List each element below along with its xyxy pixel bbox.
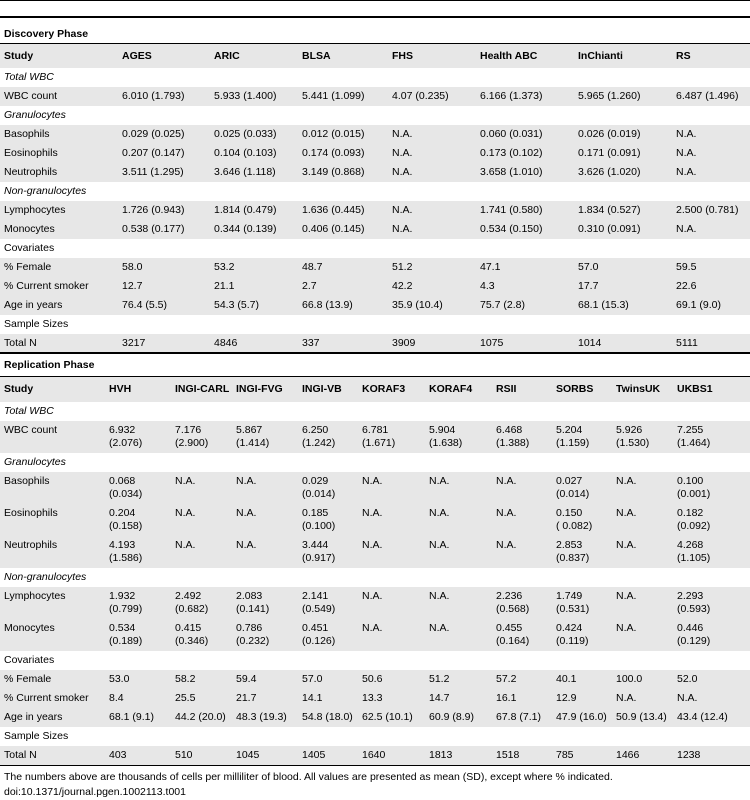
table-cell: N.A.: [236, 475, 257, 487]
table-cell: 3.511 (1.295): [122, 166, 184, 178]
table-cell: 2.293: [677, 590, 704, 602]
table-cell: 3.149 (0.868): [302, 166, 365, 178]
table-cell: 58.0: [122, 261, 143, 273]
row-label: % Female: [4, 673, 52, 685]
table-cell: 21.7: [236, 692, 257, 704]
table-cell: (0.593): [677, 603, 711, 615]
table-cell: 0.174 (0.093): [302, 147, 365, 159]
section-label: Sample Sizes: [4, 730, 69, 742]
column-header: HVH: [109, 383, 132, 395]
table-cell: 68.1 (15.3): [578, 299, 629, 311]
table-cell: 3.444: [302, 539, 329, 551]
row-label: Age in years: [4, 299, 63, 311]
table-row: [0, 201, 750, 220]
table-cell: 785: [556, 749, 574, 761]
table-cell: N.A.: [677, 692, 698, 704]
table-cell: 54.3 (5.7): [214, 299, 259, 311]
table-cell: 0.344 (0.139): [214, 223, 277, 235]
table-cell: (0.531): [556, 603, 590, 615]
column-header: UKBS1: [677, 383, 713, 395]
table-cell: N.A.: [392, 128, 413, 140]
table-cell: (0.158): [109, 520, 143, 532]
table-cell: 5.204: [556, 424, 583, 436]
table-cell: 66.8 (13.9): [302, 299, 353, 311]
table-cell: 21.1: [214, 280, 235, 292]
table-cell: 4.3: [480, 280, 495, 292]
table-cell: (0.141): [236, 603, 270, 615]
row-label: % Female: [4, 261, 52, 273]
table-cell: 51.2: [392, 261, 413, 273]
column-header: KORAF4: [429, 383, 473, 395]
table-cell: 57.2: [496, 673, 517, 685]
table-cell: 14.7: [429, 692, 450, 704]
table-cell: 0.182: [677, 507, 704, 519]
table-row: [0, 536, 750, 568]
table-cell: 47.9 (16.0): [556, 711, 607, 723]
section-row: [0, 402, 750, 421]
table-cell: 17.7: [578, 280, 599, 292]
table-row: [0, 277, 750, 296]
table-cell: 6.487 (1.496): [676, 90, 739, 102]
table-cell: (1.105): [677, 552, 711, 564]
table-cell: N.A.: [429, 507, 450, 519]
row-label: Eosinophils: [4, 507, 58, 519]
section-label: Covariates: [4, 654, 55, 666]
table-cell: (0.799): [109, 603, 143, 615]
replication-phase-title: [0, 354, 750, 376]
table-row: [0, 421, 750, 453]
table-cell: (0.682): [175, 603, 209, 615]
table-cell: (2.900): [175, 437, 209, 449]
table-cell: N.A.: [175, 507, 196, 519]
table-cell: 0.150: [556, 507, 583, 519]
table-cell: N.A.: [616, 507, 637, 519]
table-cell: N.A.: [616, 590, 637, 602]
table-cell: 58.2: [175, 673, 196, 685]
row-label: % Current smoker: [4, 692, 89, 704]
table-cell: 1.726 (0.943): [122, 204, 185, 216]
table-cell: 6.250: [302, 424, 329, 436]
section-row: [0, 453, 750, 472]
table-cell: (1.388): [496, 437, 530, 449]
column-header: FHS: [392, 50, 413, 62]
table-cell: 5.926: [616, 424, 643, 436]
table-cell: 42.2: [392, 280, 413, 292]
table-cell: 69.1 (9.0): [676, 299, 721, 311]
table-cell: 14.1: [302, 692, 323, 704]
row-label: Lymphocytes: [4, 204, 66, 216]
table-cell: 1045: [236, 749, 260, 761]
table-cell: (0.014): [302, 488, 336, 500]
table-cell: 0.029 (0.025): [122, 128, 185, 140]
table-cell: 3.626 (1.020): [578, 166, 641, 178]
table-cell: 2.083: [236, 590, 263, 602]
table-cell: 57.0: [302, 673, 323, 685]
table-cell: N.A.: [429, 590, 450, 602]
table-row: [0, 472, 750, 504]
column-header: INGI-CARL: [175, 383, 230, 395]
table-cell: 4846: [214, 337, 238, 349]
table-cell: 1518: [496, 749, 520, 761]
table-cell: 53.2: [214, 261, 235, 273]
column-header: KORAF3: [362, 383, 406, 395]
table-row: [0, 746, 750, 765]
table-row: [0, 220, 750, 239]
row-label: Total N: [4, 337, 37, 349]
table-row: [0, 587, 750, 619]
table-cell: 48.7: [302, 261, 323, 273]
table-cell: N.A.: [236, 507, 257, 519]
discovery-header-row: [0, 44, 750, 68]
table-cell: 2.500 (0.781): [676, 204, 739, 216]
table-cell: 2.236: [496, 590, 523, 602]
table-cell: N.A.: [392, 147, 413, 159]
table-cell: 12.7: [122, 280, 143, 292]
table-cell: 22.6: [676, 280, 697, 292]
row-label: Neutrophils: [4, 166, 58, 178]
table-cell: 6.166 (1.373): [480, 90, 543, 102]
section-label: Total WBC: [4, 71, 54, 83]
table-cell: N.A.: [496, 539, 517, 551]
section-label: Granulocytes: [4, 109, 66, 121]
table-cell: 0.171 (0.091): [578, 147, 641, 159]
table-cell: N.A.: [676, 166, 697, 178]
table-cell: N.A.: [175, 475, 196, 487]
table-cell: (1.159): [556, 437, 590, 449]
table-cell: 0.173 (0.102): [480, 147, 543, 159]
row-label: Monocytes: [4, 622, 55, 634]
table-row: [0, 87, 750, 106]
table-row: [0, 125, 750, 144]
table-cell: 0.534: [109, 622, 136, 634]
table-cell: 35.9 (10.4): [392, 299, 443, 311]
table-cell: 57.0: [578, 261, 599, 273]
table-cell: 5.904: [429, 424, 456, 436]
section-row: [0, 727, 750, 746]
table-cell: 67.8 (7.1): [496, 711, 541, 723]
table-cell: N.A.: [429, 475, 450, 487]
table-cell: 1.814 (0.479): [214, 204, 277, 216]
table-cell: (0.119): [556, 635, 589, 647]
table-cell: (0.917): [302, 552, 336, 564]
row-label: Monocytes: [4, 223, 55, 235]
table-cell: 40.1: [556, 673, 577, 685]
table-cell: N.A.: [616, 539, 637, 551]
table-row: [0, 163, 750, 182]
section-row: [0, 182, 750, 201]
table-cell: N.A.: [362, 475, 383, 487]
column-header: RS: [676, 50, 691, 62]
table-cell: 54.8 (18.0): [302, 711, 353, 723]
table-cell: 53.0: [109, 673, 130, 685]
table-cell: 1014: [578, 337, 602, 349]
table-cell: 7.176: [175, 424, 202, 436]
table-cell: 50.6: [362, 673, 383, 685]
table-cell: 5111: [676, 337, 698, 349]
table-cell: 2.141: [302, 590, 329, 602]
table-cell: 3217: [122, 337, 146, 349]
table-cell: (0.129): [677, 635, 711, 647]
table-cell: N.A.: [362, 539, 383, 551]
table-cell: 0.104 (0.103): [214, 147, 277, 159]
table-cell: 0.027: [556, 475, 583, 487]
table-cell: (0.126): [302, 635, 336, 647]
table-cell: (0.014): [556, 488, 590, 500]
table-cell: N.A.: [362, 507, 383, 519]
table-cell: 6.781: [362, 424, 389, 436]
table-top-border: [0, 0, 750, 18]
table-cell: 1.749: [556, 590, 583, 602]
table-cell: 5.933 (1.400): [214, 90, 277, 102]
table-cell: (2.076): [109, 437, 143, 449]
row-label: Basophils: [4, 128, 50, 140]
table-cell: 0.012 (0.015): [302, 128, 365, 140]
row-label: Lymphocytes: [4, 590, 66, 602]
replication-header-row: [0, 377, 750, 402]
phase-title: Discovery Phase: [4, 28, 89, 40]
table-cell: 100.0: [616, 673, 643, 685]
table-cell: 6.932: [109, 424, 136, 436]
section-label: Non-granulocytes: [4, 571, 87, 583]
table-cell: N.A.: [392, 166, 413, 178]
column-header: Study: [4, 383, 34, 395]
table-row: [0, 258, 750, 277]
column-header: AGES: [122, 50, 152, 62]
table-cell: N.A.: [392, 204, 413, 216]
table-cell: 337: [302, 337, 320, 349]
table-cell: 1.932: [109, 590, 136, 602]
row-label: Basophils: [4, 475, 50, 487]
section-label: Non-granulocytes: [4, 185, 87, 197]
table-cell: 0.100: [677, 475, 704, 487]
row-label: Neutrophils: [4, 539, 58, 551]
table-cell: 0.786: [236, 622, 263, 634]
table-cell: 0.406 (0.145): [302, 223, 365, 235]
table-cell: 50.9 (13.4): [616, 711, 667, 723]
table-cell: (0.001): [677, 488, 711, 500]
table-cell: (1.530): [616, 437, 650, 449]
table-cell: N.A.: [362, 590, 383, 602]
table-cell: 6.468: [496, 424, 523, 436]
table-cell: (0.034): [109, 488, 143, 500]
column-header: Health ABC: [480, 50, 538, 62]
section-row: [0, 68, 750, 87]
table-cell: 13.3: [362, 692, 383, 704]
table-cell: N.A.: [429, 539, 450, 551]
table-cell: 1.636 (0.445): [302, 204, 365, 216]
table-cell: 1.741 (0.580): [480, 204, 543, 216]
table-cell: (0.189): [109, 635, 143, 647]
table-cell: 0.185: [302, 507, 329, 519]
table-cell: 0.310 (0.091): [578, 223, 641, 235]
row-label: Eosinophils: [4, 147, 58, 159]
table-cell: 0.538 (0.177): [122, 223, 185, 235]
table-cell: 0.029: [302, 475, 329, 487]
section-row: [0, 315, 750, 334]
table-cell: 1813: [429, 749, 453, 761]
table-cell: (1.638): [429, 437, 463, 449]
table-cell: 6.010 (1.793): [122, 90, 185, 102]
table-cell: N.A.: [362, 622, 383, 634]
table-row: [0, 619, 750, 651]
table-cell: 25.5: [175, 692, 196, 704]
table-cell: 2.492: [175, 590, 202, 602]
table-cell: N.A.: [392, 223, 413, 235]
table-cell: N.A.: [616, 475, 637, 487]
section-label: Total WBC: [4, 405, 54, 417]
table-cell: 43.4 (12.4): [677, 711, 728, 723]
table-cell: 1466: [616, 749, 640, 761]
table-cell: (1.414): [236, 437, 270, 449]
table-cell: 0.534 (0.150): [480, 223, 543, 235]
table-cell: (0.232): [236, 635, 270, 647]
table-cell: 8.4: [109, 692, 124, 704]
table-cell: N.A.: [616, 622, 637, 634]
table-cell: 0.446: [677, 622, 704, 634]
table-row: [0, 504, 750, 536]
table-cell: 4.07 (0.235): [392, 90, 449, 102]
table-cell: N.A.: [616, 692, 637, 704]
table-cell: 2.7: [302, 280, 317, 292]
table-cell: N.A.: [676, 147, 697, 159]
table-cell: 0.207 (0.147): [122, 147, 185, 159]
column-header: TwinsUK: [616, 383, 661, 395]
section-label: Covariates: [4, 242, 55, 254]
table-doi: doi:10.1371/journal.pgen.1002113.t001: [4, 786, 186, 798]
column-header: BLSA: [302, 50, 331, 62]
section-row: [0, 651, 750, 670]
discovery-phase-title: [0, 25, 750, 44]
table-row: [0, 334, 750, 353]
table-cell: 7.255: [677, 424, 704, 436]
table-cell: N.A.: [236, 539, 257, 551]
table-cell: 76.4 (5.5): [122, 299, 167, 311]
table-row: [0, 670, 750, 689]
table-cell: 47.1: [480, 261, 501, 273]
table-cell: N.A.: [496, 507, 517, 519]
table-cell: (1.586): [109, 552, 143, 564]
table-cell: 5.441 (1.099): [302, 90, 365, 102]
table-cell: 59.5: [676, 261, 697, 273]
table-cell: (1.464): [677, 437, 711, 449]
table-cell: 1238: [677, 749, 701, 761]
table-cell: N.A.: [676, 223, 697, 235]
table-cell: 3.658 (1.010): [480, 166, 543, 178]
column-header: SORBS: [556, 383, 594, 395]
table-cell: 60.9 (8.9): [429, 711, 474, 723]
table-cell: 1075: [480, 337, 504, 349]
section-label: Granulocytes: [4, 456, 66, 468]
table-cell: 59.4: [236, 673, 257, 685]
column-header: Study: [4, 50, 34, 62]
table-cell: 0.424: [556, 622, 583, 634]
table-cell: 5.867: [236, 424, 263, 436]
table-cell: 68.1 (9.1): [109, 711, 154, 723]
table-cell: 0.415: [175, 622, 202, 634]
table-cell: N.A.: [496, 475, 517, 487]
column-header: ARIC: [214, 50, 240, 62]
table-cell: 510: [175, 749, 193, 761]
table-cell: 62.5 (10.1): [362, 711, 413, 723]
table-cell: 4.268: [677, 539, 704, 551]
table-cell: 3909: [392, 337, 416, 349]
table-cell: N.A.: [429, 622, 450, 634]
row-label: % Current smoker: [4, 280, 89, 292]
table-cell: 2.853: [556, 539, 583, 551]
section-row: [0, 239, 750, 258]
row-label: Total N: [4, 749, 37, 761]
table-cell: 0.204: [109, 507, 136, 519]
table-cell: N.A.: [676, 128, 697, 140]
table-cell: 1.834 (0.527): [578, 204, 641, 216]
table-cell: 4.193: [109, 539, 136, 551]
column-header: INGI-FVG: [236, 383, 283, 395]
table-row: [0, 144, 750, 163]
column-header: INGI-VB: [302, 383, 342, 395]
table-cell: (0.100): [302, 520, 336, 532]
table-row: [0, 708, 750, 727]
column-header: InChianti: [578, 50, 623, 62]
table-cell: 0.025 (0.033): [214, 128, 277, 140]
table-cell: 44.2 (20.0): [175, 711, 226, 723]
table-cell: (1.671): [362, 437, 396, 449]
table-cell: 0.455: [496, 622, 523, 634]
phase-title: Replication Phase: [4, 359, 95, 371]
table-cell: 51.2: [429, 673, 450, 685]
table-cell: 0.451: [302, 622, 329, 634]
table-cell: (0.549): [302, 603, 336, 615]
column-header: RSII: [496, 383, 517, 395]
table-cell: 48.3 (19.3): [236, 711, 287, 723]
table-cell: 403: [109, 749, 127, 761]
table-cell: (1.242): [302, 437, 336, 449]
table-cell: ( 0.082): [556, 520, 593, 532]
table-cell: (0.164): [496, 635, 530, 647]
row-label: Age in years: [4, 711, 63, 723]
table-cell: (0.837): [556, 552, 590, 564]
table-row: [0, 296, 750, 315]
table-cell: 3.646 (1.118): [214, 166, 276, 178]
row-label: WBC count: [4, 90, 58, 102]
table-cell: (0.092): [677, 520, 711, 532]
section-label: Sample Sizes: [4, 318, 69, 330]
row-label: WBC count: [4, 424, 58, 436]
table-cell: 1640: [362, 749, 386, 761]
table-cell: 1405: [302, 749, 326, 761]
table-cell: 0.060 (0.031): [480, 128, 543, 140]
table-cell: 52.0: [677, 673, 698, 685]
section-row: [0, 106, 750, 125]
replication-bottom-rule: [0, 765, 750, 766]
table-row: [0, 689, 750, 708]
table-footnote: The numbers above are thousands of cells per milliliter of blood. All values are presented as mean (SD), except where % indicated.: [4, 771, 613, 783]
table-cell: 5.965 (1.260): [578, 90, 641, 102]
section-row: [0, 568, 750, 587]
table-cell: (0.568): [496, 603, 530, 615]
table-cell: 75.7 (2.8): [480, 299, 525, 311]
table-cell: 16.1: [496, 692, 517, 704]
table-cell: (0.346): [175, 635, 209, 647]
table-cell: 0.026 (0.019): [578, 128, 641, 140]
table-cell: 0.068: [109, 475, 136, 487]
table-cell: 12.9: [556, 692, 577, 704]
table-cell: N.A.: [175, 539, 196, 551]
